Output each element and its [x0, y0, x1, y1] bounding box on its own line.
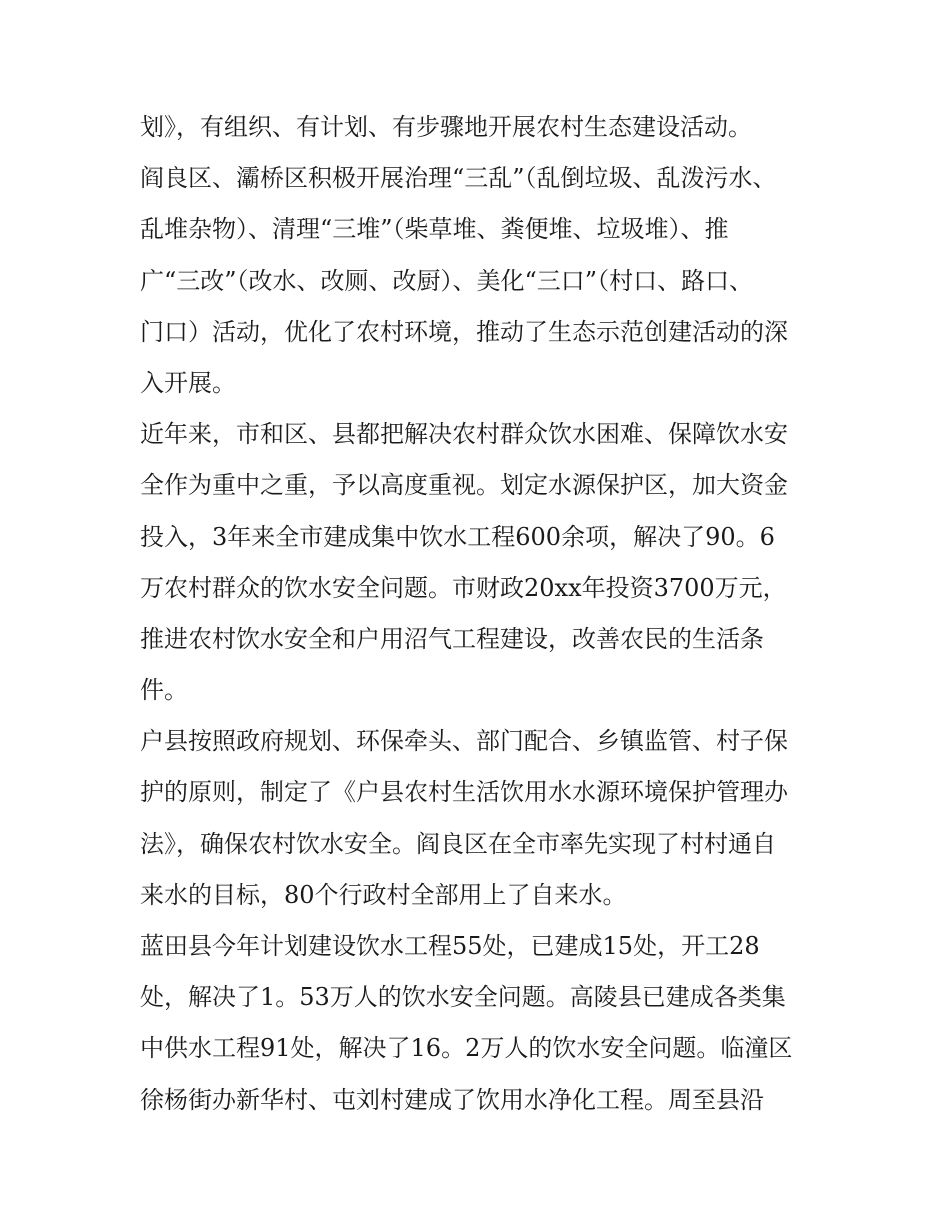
text-line: 万农村群众的饮水安全问题。市财政20xx年投资3700万元， — [140, 573, 787, 602]
text-line: 广“三改”（改水、改厕、改厨）、美化“三口”（村口、路口、 — [140, 266, 754, 295]
text-line: 蓝田县今年计划建设饮水工程55处，已建成15处，开工28 — [140, 932, 760, 960]
text-line: 法》，确保农村饮水安全。阎良区在全市率先实现了村村通自 — [140, 829, 776, 858]
text-line: 阎良区、灞桥区积极开展治理“三乱”（乱倒垃圾、乱泼污水、 — [140, 164, 777, 193]
text-line: 件。 — [140, 676, 188, 705]
text-line: 投入，3年来全市建成集中饮水工程600余项，解决了90。6 — [140, 522, 775, 551]
text-line: 护的原则，制定了《户县农村生活饮用水水源环境保护管理办 — [140, 778, 788, 807]
text-line: 户县按照政府规划、环保牵头、部门配合、乡镇监管、村子保 — [140, 727, 788, 756]
text-line: 划》，有组织、有计划、有步骤地开展农村生态建设活动。 — [140, 113, 752, 141]
text-line: 中供水工程91处，解决了16。2万人的饮水安全问题。临潼区 — [140, 1034, 793, 1063]
document-body — [140, 102, 820, 1126]
text-line: 来水的目标，80个行政村全部用上了自来水。 — [140, 880, 627, 909]
text-line: 门口）活动，优化了农村环境，推动了生态示范创建活动的深 — [140, 317, 788, 346]
text-line: 乱堆杂物）、清理“三堆”（柴草堆、粪便堆、垃圾堆）、推 — [140, 215, 729, 244]
text-line: 全作为重中之重，予以高度重视。划定水源保护区，加大资金 — [140, 471, 788, 500]
text-line: 近年来，市和区、县都把解决农村群众饮水困难、保障饮水安 — [140, 420, 788, 449]
text-line: 推进农村饮水安全和户用沼气工程建设，改善农民的生活条 — [140, 624, 764, 653]
text-line: 入开展。 — [140, 368, 236, 397]
text-line: 处，解决了1。53万人的饮水安全问题。高陵县已建成各类集 — [140, 983, 786, 1012]
text-line: 徐杨街办新华村、屯刘村建成了饮用水净化工程。周至县沿 — [140, 1085, 764, 1114]
